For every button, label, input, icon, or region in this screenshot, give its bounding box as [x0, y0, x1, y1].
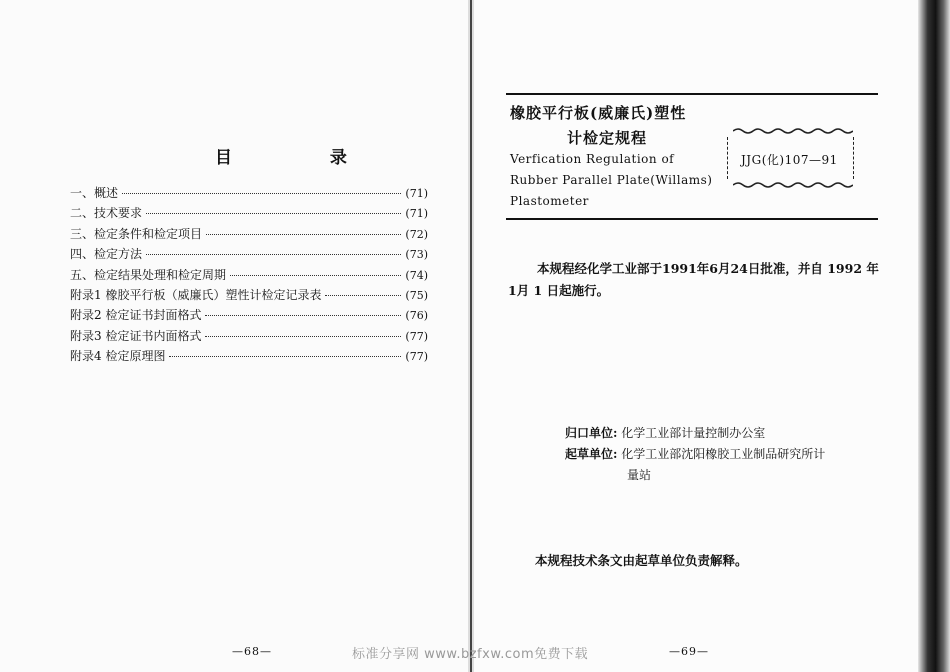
toc-item-label: 一、概述: [70, 186, 119, 200]
toc-item-label: 四、检定方法: [70, 247, 143, 262]
title-bottom-rule: [506, 218, 878, 220]
drafting-unit: [565, 444, 825, 464]
drafting-unit-value: 化学工业部沈阳橡胶工业制品研究所计: [621, 447, 826, 461]
toc-item: [70, 306, 428, 326]
decorative-border-right: [853, 137, 860, 179]
title-top-rule: [506, 93, 878, 95]
decorative-border-bottom: [733, 181, 853, 189]
doc-title-line1: 橡胶平行板(威廉氏)塑性: [510, 104, 687, 122]
gutter-line: [470, 0, 472, 672]
toc-list: [70, 184, 428, 368]
toc-item-page: (76): [405, 309, 428, 323]
toc-leader-dots: [205, 315, 401, 316]
toc-item-page: (77): [405, 329, 428, 343]
standard-code-box: [727, 127, 859, 189]
toc-item: [70, 266, 428, 286]
toc-item: [70, 204, 428, 224]
watermark: 标准分享网 www.bzfxw.com免费下载: [352, 647, 589, 662]
toc-leader-dots: [205, 336, 401, 337]
toc-item-label: 五、检定结果处理和检定周期: [70, 267, 227, 282]
english-title-line3: Plastometer: [510, 194, 589, 208]
english-title-line2: Rubber Parallel Plate(Willams): [510, 173, 713, 187]
toc-item-label: 二、技术要求: [70, 206, 143, 221]
toc-item-page: (72): [405, 227, 428, 241]
standard-code: JJG(化)107—91: [741, 153, 838, 167]
drafting-unit-label: 起草单位:: [565, 447, 618, 461]
doc-title-line2: 计检定规程: [567, 129, 648, 147]
toc-item-page: (74): [405, 268, 428, 282]
toc-item: [70, 286, 428, 306]
interpretation-note: 本规程技术条文由起草单位负责解释。: [535, 553, 748, 568]
toc-item: [70, 327, 428, 347]
toc-item-label: 附录2 检定证书封面格式: [70, 308, 202, 323]
decorative-border-left: [727, 137, 734, 179]
toc-item-page: (73): [405, 248, 428, 262]
responsible-unit: [565, 423, 765, 443]
toc-item: [70, 184, 428, 204]
toc-item-label: 附录3 检定证书内面格式: [70, 328, 202, 343]
toc-leader-dots: [146, 254, 401, 255]
responsible-unit-value: 化学工业部计量控制办公室: [621, 426, 766, 440]
toc-title: 目 录: [215, 148, 393, 168]
book-edge-shadow: [918, 0, 950, 672]
toc-item: [70, 347, 428, 367]
toc-item-page: (71): [405, 207, 428, 221]
toc-leader-dots: [325, 295, 401, 296]
toc-item-page: (75): [405, 288, 428, 302]
toc-leader-dots: [206, 234, 401, 235]
responsible-unit-label: 归口单位:: [565, 426, 618, 440]
toc-leader-dots: [146, 213, 401, 214]
page-number-left: —68—: [232, 645, 272, 658]
toc-leader-dots: [122, 193, 401, 194]
decorative-border-top: [733, 127, 853, 135]
drafting-unit-continued: 量站: [627, 468, 652, 482]
left-page: [0, 0, 468, 672]
toc-item-page: (77): [405, 350, 428, 364]
approval-text-line1: 本规程经化学工业部于1991年6月24日批准，并自 1992 年: [537, 261, 879, 276]
page-number-right: —69—: [669, 645, 709, 658]
toc-item-page: (71): [405, 187, 428, 200]
toc-leader-dots: [230, 275, 401, 276]
toc-item-label: 附录1 橡胶平行板（威廉氏）塑性计检定记录表: [70, 287, 322, 302]
approval-text-line2: 1月 1 日起施行。: [508, 283, 610, 298]
toc-item: [70, 225, 428, 245]
toc-item-label: 附录4 检定原理图: [70, 349, 166, 364]
toc-item-label: 三、检定条件和检定项目: [70, 226, 203, 241]
toc-leader-dots: [169, 356, 401, 357]
toc-item: [70, 245, 428, 265]
english-title-line1: Verfication Regulation of: [510, 152, 675, 166]
